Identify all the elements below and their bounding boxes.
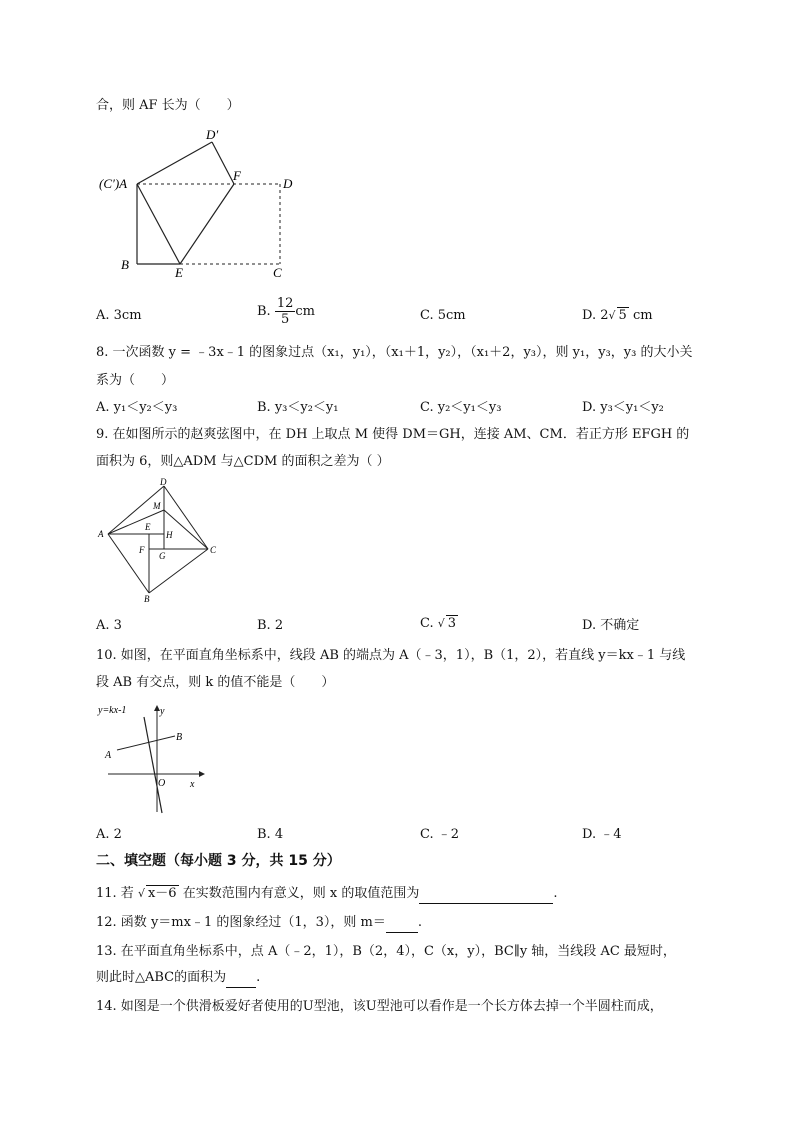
q13-text-line2: 则此时△ABC的面积为 . bbox=[96, 969, 260, 988]
label-b: B bbox=[144, 594, 150, 604]
q10-option-b: B. 4 bbox=[257, 827, 284, 842]
q7-figure bbox=[96, 122, 316, 282]
q9-option-b: B. 2 bbox=[257, 618, 284, 633]
q9-text-line1: 9. 在如图所示的赵爽弦图中，在 DH 上取点 M 使得 DM＝GH，连接 AM、CM．若正方形 EFGH 的 bbox=[96, 427, 690, 442]
label-d: D bbox=[160, 478, 167, 487]
label-c-prime-a: (C′)A bbox=[99, 176, 128, 191]
q8-option-d: D. y₃＜y₁＜y₂ bbox=[582, 400, 664, 415]
q9-text-line2: 面积为 6，则△ADM 与△CDM 的面积之差为（ ） bbox=[96, 454, 390, 469]
label-a: A bbox=[105, 750, 112, 761]
q10-option-a: A. 2 bbox=[96, 827, 122, 842]
q13-text-line1: 13. 在平面直角坐标系中，点 A（﹣2，1），B（2，4），C（x，y），BC∥y 轴，当线段 AC 最短时， bbox=[96, 944, 676, 959]
q9-option-d: D. 不确定 bbox=[582, 618, 640, 633]
q10-text-line1: 10. 如图，在平面直角坐标系中，线段 AB 的端点为 A（﹣3，1），B（1，2），若直线 y＝kx﹣1 与线 bbox=[96, 648, 686, 663]
label-b: B bbox=[121, 257, 129, 272]
label-f: F bbox=[233, 168, 241, 183]
q13-answer-blank[interactable] bbox=[226, 969, 256, 988]
q9-option-a: A. 3 bbox=[96, 618, 122, 633]
q12-text: 12. 函数 y＝mx﹣1 的图象经过（1，3），则 m＝ . bbox=[96, 914, 422, 933]
q11-text: 11. 若 √ x－6 在实数范围内有意义，则 x 的取值范围为 . bbox=[96, 885, 557, 904]
q14-text-line1: 14. 如图是一个供滑板爱好者使用的U型池，该U型池可以看作是一个长方体去掉一个半圆柱而成， bbox=[96, 999, 663, 1014]
label-b: B bbox=[176, 732, 183, 743]
q7-text: 合，则 AF 长为（ ） bbox=[96, 98, 240, 113]
q11-answer-blank[interactable] bbox=[419, 885, 553, 904]
q8-text-line2: 系为（ ） bbox=[96, 373, 175, 388]
section-heading: 二、填空题（每小题 3 分，共 15 分） bbox=[96, 853, 341, 869]
q8-text-line1: 8. 一次函数 y = ﹣3x﹣1 的图象过点（x₁，y₁），（x₁＋1，y₂），（x₁＋2，y₃），则 y₁，y₃，y₃ 的大小关 bbox=[96, 345, 693, 360]
label-e: E bbox=[175, 265, 183, 280]
q12-answer-blank[interactable] bbox=[386, 914, 418, 933]
label-x: x bbox=[190, 779, 195, 790]
label-d-prime: D′ bbox=[206, 127, 219, 142]
q8-option-b: B. y₃＜y₂＜y₁ bbox=[257, 400, 339, 415]
label-a: A bbox=[98, 529, 104, 539]
label-f: F bbox=[139, 545, 145, 555]
label-g: G bbox=[159, 551, 166, 561]
label-c: C bbox=[210, 545, 217, 555]
label-e: E bbox=[145, 522, 151, 532]
q8-option-a: A. y₁＜y₂＜y₃ bbox=[96, 400, 178, 415]
q10-option-c: C. ﹣2 bbox=[420, 827, 460, 842]
label-c: C bbox=[273, 265, 282, 280]
label-y: y bbox=[160, 706, 165, 717]
q10-figure bbox=[96, 700, 216, 820]
q7-option-d: D. 2√ 5 cm bbox=[582, 308, 653, 323]
q8-option-c: C. y₂＜y₁＜y₃ bbox=[420, 400, 502, 415]
label-o: O bbox=[158, 778, 166, 789]
q9-figure bbox=[96, 478, 226, 608]
q7-option-a: A. 3cm bbox=[96, 308, 142, 323]
q10-text-line2: 段 AB 有交点，则 k 的值不能是（ ） bbox=[96, 675, 335, 690]
label-h: H bbox=[166, 530, 173, 540]
q7-option-b: B. $\frac{12}{5}$ cm bbox=[257, 296, 315, 327]
label-line: y=kx-1 bbox=[98, 705, 127, 716]
q9-option-c: C. √ 3 bbox=[420, 616, 457, 631]
label-m: M bbox=[153, 501, 161, 511]
q7-option-c: C. 5cm bbox=[420, 308, 466, 323]
q10-option-d: D. ﹣4 bbox=[582, 827, 622, 842]
label-d: D bbox=[283, 176, 293, 191]
